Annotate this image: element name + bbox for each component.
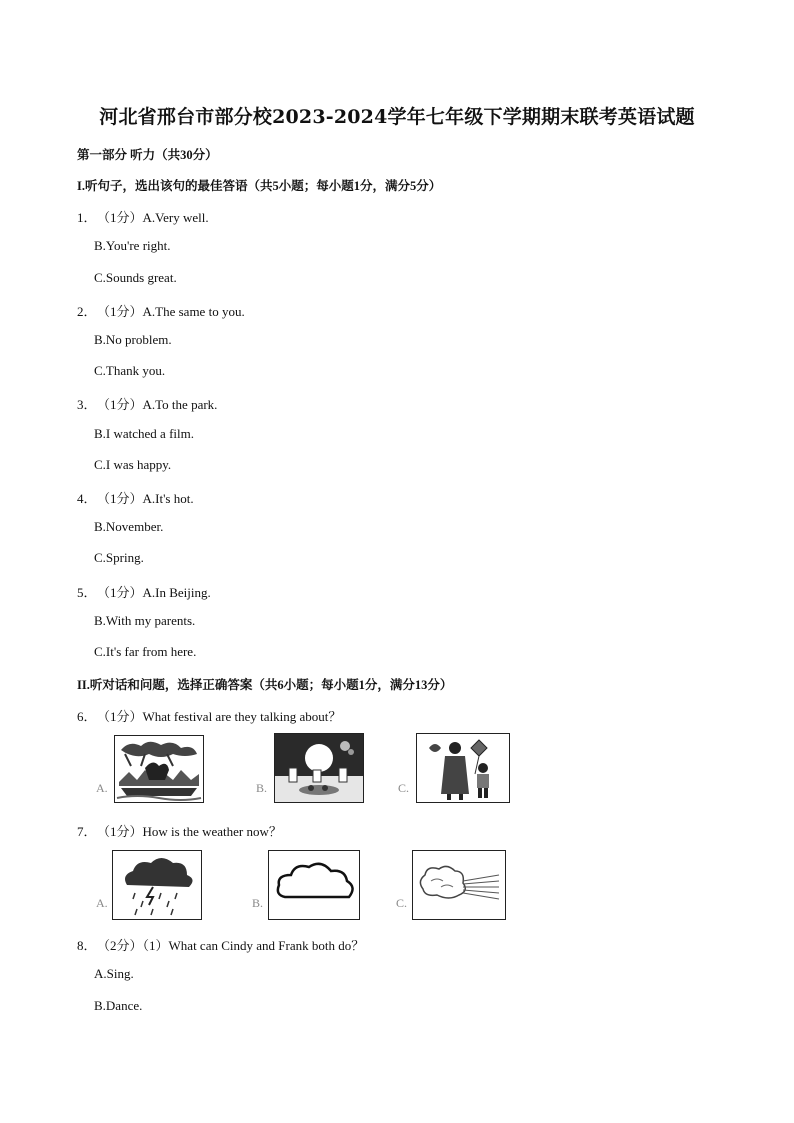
dragon-boat-festival-picture xyxy=(114,735,204,803)
question-number: 4． xyxy=(77,491,97,506)
question-number: 8． xyxy=(77,938,97,953)
question-score: （1分） xyxy=(97,397,143,412)
question-number: 5． xyxy=(77,585,97,600)
question-3 xyxy=(77,394,217,413)
question-text: How is the weather now？ xyxy=(142,824,282,839)
page-title: 河北省邢台市部分校2023-2024学年七年级下学期期末联考英语试题 xyxy=(99,106,695,128)
sub-question-number: （1） xyxy=(142,938,169,953)
question-score: （1分） xyxy=(97,491,143,506)
mid-autumn-moon-picture xyxy=(274,733,364,803)
option-a: A.To the park. xyxy=(142,397,218,412)
option-c: C.It's far from here. xyxy=(94,644,197,659)
part1-heading: 第一部分 听力（共30分） xyxy=(77,148,218,162)
option-letter-c: C. xyxy=(398,781,410,795)
question-number: 1． xyxy=(77,210,97,225)
option-c: C.Spring. xyxy=(94,550,144,565)
option-letter-a: A. xyxy=(96,896,108,910)
option-a: A.In Beijing. xyxy=(142,585,211,600)
question-score: （1分） xyxy=(97,585,143,600)
question-number: 2． xyxy=(77,304,97,319)
rainy-cloud-picture xyxy=(112,850,202,920)
section2-heading: II.听对话和问题，选择正确答案（共6小题；每小题1分，满分13分） xyxy=(77,678,453,692)
option-b: B.I watched a film. xyxy=(94,426,194,441)
q6-picture-options xyxy=(96,733,616,809)
question-7 xyxy=(77,821,282,840)
lantern-festival-kite-picture xyxy=(416,733,510,803)
option-c: C.Sounds great. xyxy=(94,270,177,285)
option-a: A.The same to you. xyxy=(142,304,245,319)
question-2 xyxy=(77,301,245,320)
option-b: B.You're right. xyxy=(94,238,171,253)
option-c: C.I was happy. xyxy=(94,457,172,472)
question-6 xyxy=(77,706,341,725)
section1-heading: I.听句子，选出该句的最佳答语（共5小题；每小题1分，满分5分） xyxy=(77,179,442,193)
option-b: B.November. xyxy=(94,519,164,534)
question-text: What can Cindy and Frank both do？ xyxy=(168,938,365,953)
question-score: （1分） xyxy=(97,824,143,839)
question-score: （1分） xyxy=(97,709,143,724)
option-letter-c: C. xyxy=(396,896,408,910)
question-score: （2分） xyxy=(97,938,143,953)
question-number: 3． xyxy=(77,397,97,412)
option-a: A.Sing. xyxy=(94,966,134,981)
question-text: What festival are they talking about？ xyxy=(142,709,342,724)
question-1 xyxy=(77,207,209,226)
option-letter-b: B. xyxy=(256,781,268,795)
q7-picture-options xyxy=(96,848,616,924)
option-letter-b: B. xyxy=(252,896,264,910)
windy-picture xyxy=(412,850,506,920)
option-letter-a: A. xyxy=(96,781,108,795)
question-5 xyxy=(77,582,211,601)
option-b: B.With my parents. xyxy=(94,613,196,628)
option-c: C.Thank you. xyxy=(94,363,166,378)
question-8 xyxy=(77,935,364,954)
option-a: A.Very well. xyxy=(142,210,209,225)
question-score: （1分） xyxy=(97,210,143,225)
question-score: （1分） xyxy=(97,304,143,319)
question-4 xyxy=(77,488,194,507)
option-a: A.It's hot. xyxy=(142,491,194,506)
question-number: 6． xyxy=(77,709,97,724)
option-b: B.Dance. xyxy=(94,998,143,1013)
option-b: B.No problem. xyxy=(94,332,172,347)
cloudy-picture xyxy=(268,850,360,920)
question-number: 7． xyxy=(77,824,97,839)
